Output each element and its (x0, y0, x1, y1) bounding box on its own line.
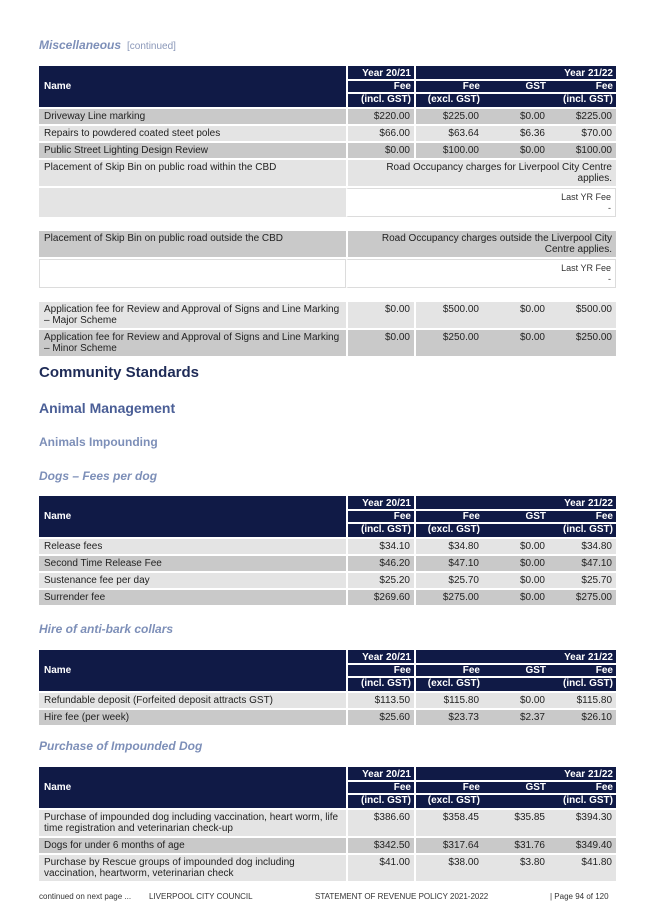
last-year-fee (346, 259, 616, 288)
row-excl: $250.00 (414, 330, 483, 356)
table-row (39, 539, 616, 554)
row-excl: $115.80 (414, 693, 483, 708)
row-note: Road Occupancy charges outside the Liverpool City Centre applies. (346, 231, 616, 257)
table-row (39, 126, 616, 141)
row-excl: $358.45 (414, 810, 483, 836)
header-name: Name (39, 767, 346, 808)
row-name: Repairs to powdered coated steet poles (39, 126, 346, 141)
row-excl: $38.00 (414, 855, 483, 881)
table-row (39, 590, 616, 605)
row-y20: $0.00 (346, 143, 414, 158)
row-excl: $63.64 (414, 126, 483, 141)
row-name: Driveway Line marking (39, 109, 346, 124)
row-excl: $47.10 (414, 556, 483, 571)
header-fee-excl: Fee (414, 81, 483, 92)
last-year-fee-value: - (608, 203, 611, 213)
header-incl-gst: (incl. GST) (346, 94, 414, 107)
row-incl: $500.00 (549, 302, 616, 328)
header-year2021: Year 20/21 (346, 650, 414, 663)
header-incl-gst: (incl. GST) (549, 524, 616, 537)
row-name: Purchase by Rescue groups of impounded dog including vaccination, heartworm, veterinarian check (39, 855, 346, 881)
table-row (39, 143, 616, 158)
row-incl: $250.00 (549, 330, 616, 356)
row-gst: $0.00 (483, 109, 549, 124)
last-year-fee (346, 188, 616, 217)
header-excl-gst: (excl. GST) (414, 678, 483, 691)
heading-community-standards: Community Standards (39, 364, 200, 381)
row-name: Application fee for Review and Approval of Signs and Line Marking – Major Scheme (39, 302, 346, 328)
row-name: Sustenance fee per day (39, 573, 346, 588)
row-y20: $386.60 (346, 810, 414, 836)
table-row (39, 188, 616, 217)
header-incl-gst: (incl. GST) (346, 524, 414, 537)
header-year2122: Year 21/22 (549, 650, 616, 663)
row-excl: $100.00 (414, 143, 483, 158)
header-name: Name (39, 496, 346, 537)
heading-purchase-impounded-dog: Purchase of Impounded Dog (39, 739, 203, 753)
header-name: Name (39, 650, 346, 691)
row-incl: $47.10 (549, 556, 616, 571)
row-name: Hire fee (per week) (39, 710, 346, 725)
row-incl: $100.00 (549, 143, 616, 158)
row-name: Surrender fee (39, 590, 346, 605)
last-year-fee-value: - (608, 274, 611, 284)
row-y20: $25.60 (346, 710, 414, 725)
table-row (39, 693, 616, 708)
row-y20: $0.00 (346, 330, 414, 356)
row-name: Refundable deposit (Forfeited deposit attracts GST) (39, 693, 346, 708)
heading-animal-management: Animal Management (39, 400, 176, 416)
row-incl: $34.80 (549, 539, 616, 554)
header-gst: GST (483, 511, 549, 522)
row-gst: $35.85 (483, 810, 549, 836)
row-gst: $31.76 (483, 838, 549, 853)
header-fee-incl: Fee (549, 81, 616, 92)
header-fee-excl: Fee (414, 782, 483, 793)
row-gst: $0.00 (483, 539, 549, 554)
row-name: Placement of Skip Bin on public road outside the CBD (39, 231, 346, 257)
row-note: Road Occupancy charges for Liverpool City Centre applies. (346, 160, 616, 186)
table-row (39, 259, 616, 288)
header-year2122: Year 21/22 (549, 767, 616, 780)
row-excl: $23.73 (414, 710, 483, 725)
footer-page-number: | Page 94 of 120 (550, 892, 609, 901)
header-fee: Fee (346, 665, 414, 676)
row-incl: $26.10 (549, 710, 616, 725)
table-header-row (39, 66, 616, 79)
header-excl-gst: (excl. GST) (414, 94, 483, 107)
row-y20: $25.20 (346, 573, 414, 588)
table-row (39, 556, 616, 571)
section-heading-miscellaneous (39, 38, 176, 52)
header-year2021: Year 20/21 (346, 767, 414, 780)
header-year2122: Year 21/22 (549, 66, 616, 79)
row-y20: $113.50 (346, 693, 414, 708)
header-incl-gst: (incl. GST) (549, 678, 616, 691)
table-row (39, 855, 616, 881)
header-fee-incl: Fee (549, 665, 616, 676)
purchase-fee-table (39, 765, 616, 883)
header-year2122: Year 21/22 (549, 496, 616, 509)
row-gst: $0.00 (483, 556, 549, 571)
row-excl: $275.00 (414, 590, 483, 605)
header-fee: Fee (346, 81, 414, 92)
header-fee-excl: Fee (414, 511, 483, 522)
last-year-fee-label: Last YR Fee (561, 192, 611, 202)
header-name: Name (39, 66, 346, 107)
header-gst: GST (483, 665, 549, 676)
row-y20: $66.00 (346, 126, 414, 141)
table-row (39, 160, 616, 186)
table-row (39, 302, 616, 328)
row-gst: $6.36 (483, 126, 549, 141)
last-year-fee-label: Last YR Fee (561, 263, 611, 273)
row-incl: $394.30 (549, 810, 616, 836)
header-excl-gst: (excl. GST) (414, 795, 483, 808)
row-gst: $0.00 (483, 590, 549, 605)
row-excl: $34.80 (414, 539, 483, 554)
row-name: Second Time Release Fee (39, 556, 346, 571)
row-gst: $2.37 (483, 710, 549, 725)
row-y20: $46.20 (346, 556, 414, 571)
table-row (39, 109, 616, 124)
misc-fee-table (39, 64, 616, 358)
header-incl-gst: (incl. GST) (346, 678, 414, 691)
row-excl: $225.00 (414, 109, 483, 124)
row-incl: $115.80 (549, 693, 616, 708)
header-incl-gst: (incl. GST) (346, 795, 414, 808)
row-incl: $349.40 (549, 838, 616, 853)
footer-continued: continued on next page ... (39, 892, 132, 901)
row-name: Dogs for under 6 months of age (39, 838, 346, 853)
row-gst: $0.00 (483, 330, 549, 356)
row-y20: $269.60 (346, 590, 414, 605)
row-y20: $0.00 (346, 302, 414, 328)
row-y20: $34.10 (346, 539, 414, 554)
header-fee-excl: Fee (414, 665, 483, 676)
header-gst: GST (483, 81, 549, 92)
header-fee: Fee (346, 782, 414, 793)
continued-label: [continued] (127, 41, 176, 52)
heading-animals-impounding: Animals Impounding (39, 435, 158, 449)
row-excl: $25.70 (414, 573, 483, 588)
row-y20: $220.00 (346, 109, 414, 124)
collars-fee-table (39, 648, 616, 727)
row-incl: $25.70 (549, 573, 616, 588)
row-name: Application fee for Review and Approval of Signs and Line Marking – Minor Scheme (39, 330, 346, 356)
row-name: Release fees (39, 539, 346, 554)
header-year2021: Year 20/21 (346, 66, 414, 79)
footer-statement: STATEMENT OF REVENUE POLICY 2021-2022 (315, 892, 489, 901)
row-y20: $342.50 (346, 838, 414, 853)
row-name: Purchase of impounded dog including vaccination, heart worm, life time registration and veterinarian check-up (39, 810, 346, 836)
row-name: Public Street Lighting Design Review (39, 143, 346, 158)
header-gst: GST (483, 782, 549, 793)
heading-anti-bark-collars: Hire of anti-bark collars (39, 622, 174, 636)
header-incl-gst: (incl. GST) (549, 795, 616, 808)
header-fee-incl: Fee (549, 782, 616, 793)
row-incl: $225.00 (549, 109, 616, 124)
table-row (39, 573, 616, 588)
footer-council: LIVERPOOL CITY COUNCIL (149, 892, 253, 901)
table-row (39, 231, 616, 257)
header-year2021: Year 20/21 (346, 496, 414, 509)
row-excl: $500.00 (414, 302, 483, 328)
row-excl: $317.64 (414, 838, 483, 853)
header-incl-gst: (incl. GST) (549, 94, 616, 107)
table-row (39, 710, 616, 725)
dogs-fee-table (39, 494, 616, 607)
row-incl: $70.00 (549, 126, 616, 141)
row-incl: $275.00 (549, 590, 616, 605)
header-fee: Fee (346, 511, 414, 522)
row-gst: $0.00 (483, 693, 549, 708)
table-row (39, 330, 616, 356)
row-y20: $41.00 (346, 855, 414, 881)
row-name: Placement of Skip Bin on public road within the CBD (39, 160, 346, 186)
row-incl: $41.80 (549, 855, 616, 881)
row-gst: $0.00 (483, 143, 549, 158)
row-gst: $3.80 (483, 855, 549, 881)
misc-heading-text: Miscellaneous (39, 38, 122, 52)
row-gst: $0.00 (483, 302, 549, 328)
header-fee-incl: Fee (549, 511, 616, 522)
heading-dogs-fees: Dogs – Fees per dog (39, 469, 158, 483)
row-gst: $0.00 (483, 573, 549, 588)
table-row (39, 838, 616, 853)
header-excl-gst: (excl. GST) (414, 524, 483, 537)
table-row (39, 810, 616, 836)
